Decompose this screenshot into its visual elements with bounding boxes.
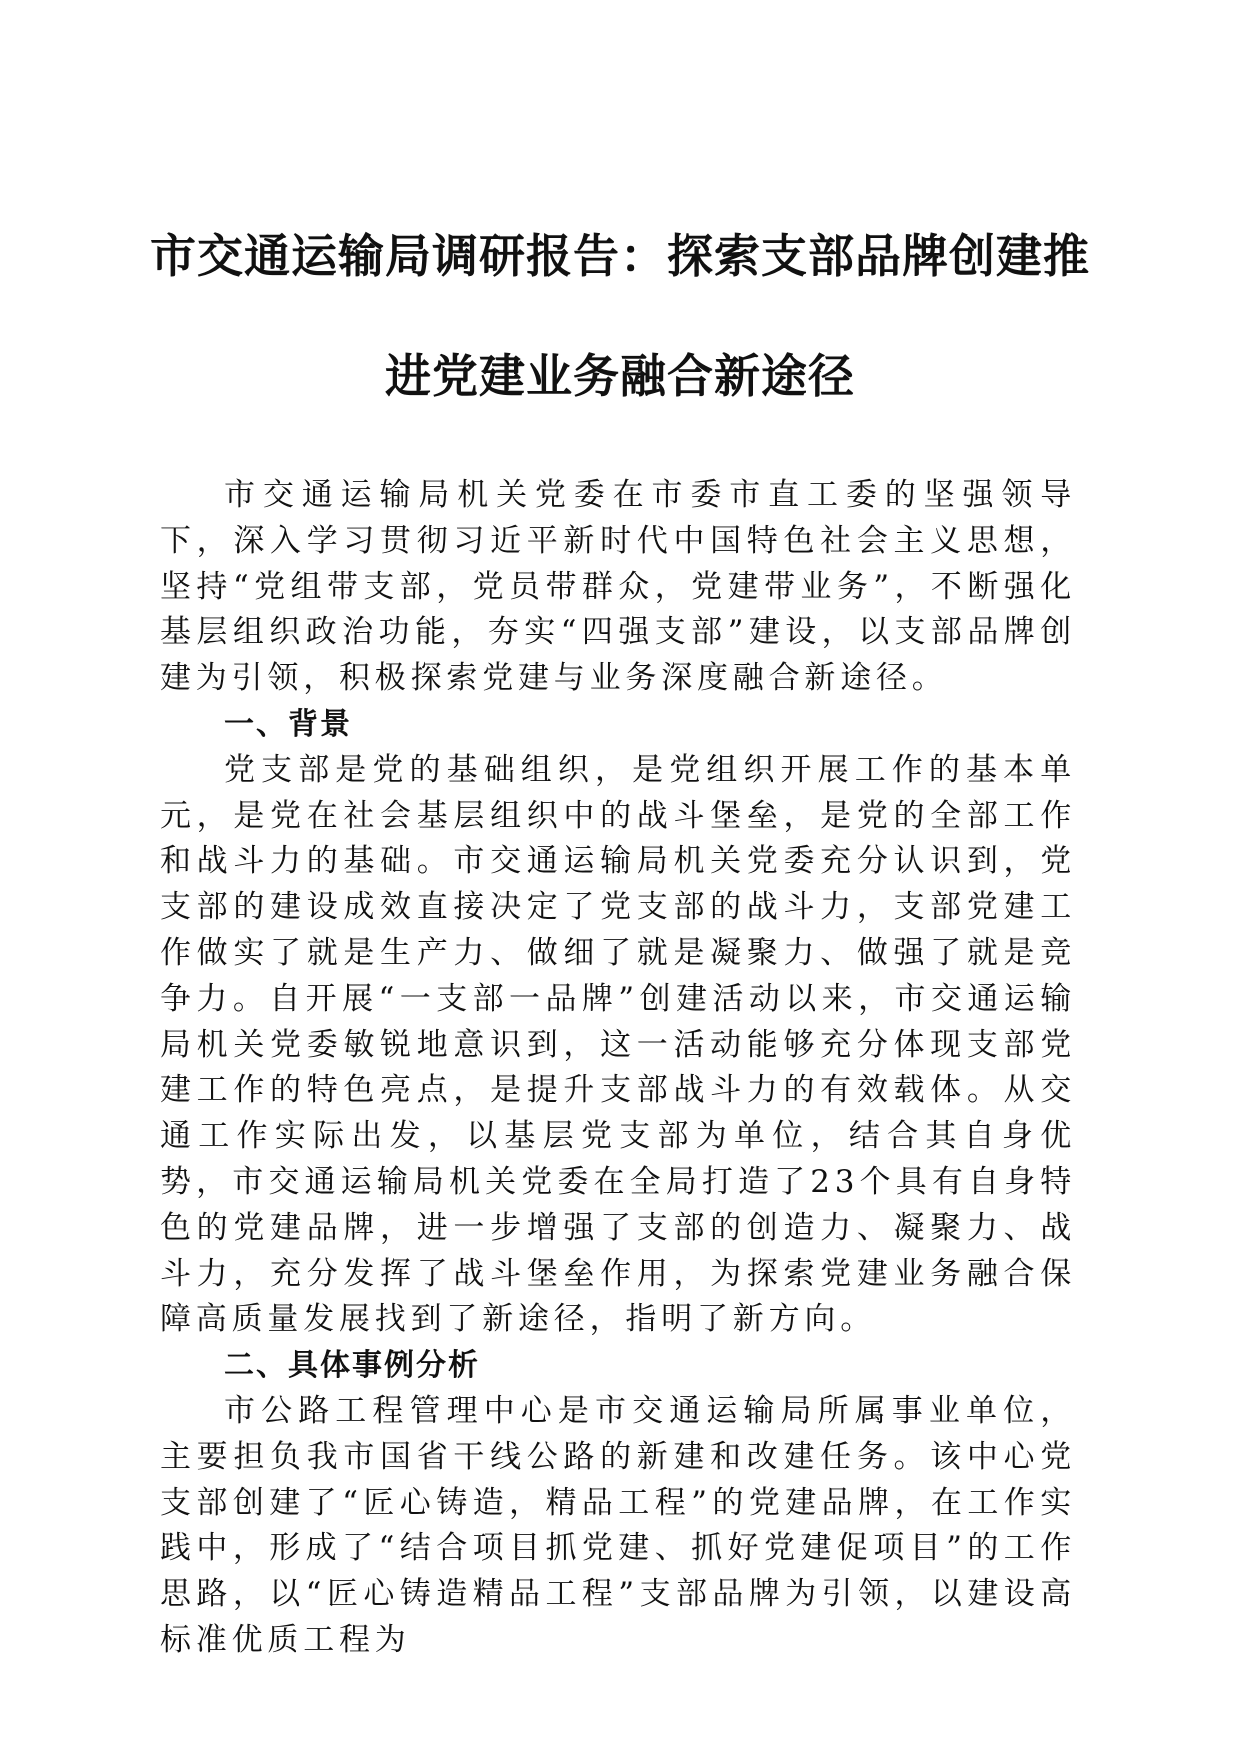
- intro-paragraph: 市交通运输局机关党委在市委市直工委的坚强领导下，深入学习贯彻习近平新时代中国特色社会主义思想，坚持“党组带支部，党员带群众，党建带业务”，不断强化基层组织政治功能，夯实“四强支部”建设，以支部品牌创建为引领，积极探索党建与业务深度融合新途径。: [160, 477, 1076, 697]
- case-analysis-paragraph: 市公路工程管理中心是市交通运输局所属事业单位，主要担负我市国省干线公路的新建和改建任务。该中心党支部创建了“匠心铸造，精品工程”的党建品牌，在工作实践中，形成了“结合项目抓党建、抓好党建促项目”的工作思路，以“匠心铸造精品工程”支部品牌为引领，以建设高标准优质工程为: [160, 1392, 1076, 1658]
- section-heading-background: 一、背景: [224, 706, 352, 742]
- document-body: [160, 473, 1076, 1664]
- section-heading-case-analysis: 二、具体事例分析: [224, 1348, 480, 1384]
- background-paragraph: 党支部是党的基础组织，是党组织开展工作的基本单元，是党在社会基层组织中的战斗堡垒，是党的全部工作和战斗力的基础。市交通运输局机关党委充分认识到，党支部的建设成效直接决定了党支部的战斗力，支部党建工作做实了就是生产力、做细了就是凝聚力、做强了就是竞争力。自开展“一支部一品牌”创建活动以来，市交通运输局机关党委敏锐地意识到，这一活动能够充分体现支部党建工作的特色亮点，是提升支部战斗力的有效载体。从交通工作实际出发，以基层党支部为单位，结合其自身优势，市交通运输局机关党委在全局打造了23个具有自身特色的党建品牌，进一步增强了支部的创造力、凝聚力、战斗力，充分发挥了战斗堡垒作用，为探索党建业务融合保障高质量发展找到了新途径，指明了新方向。: [160, 751, 1076, 1338]
- document-title-line-1: 市交通运输局调研报告：探索支部品牌创建推: [150, 229, 1090, 283]
- document-title-line-2: 进党建业务融合新途径: [385, 349, 855, 403]
